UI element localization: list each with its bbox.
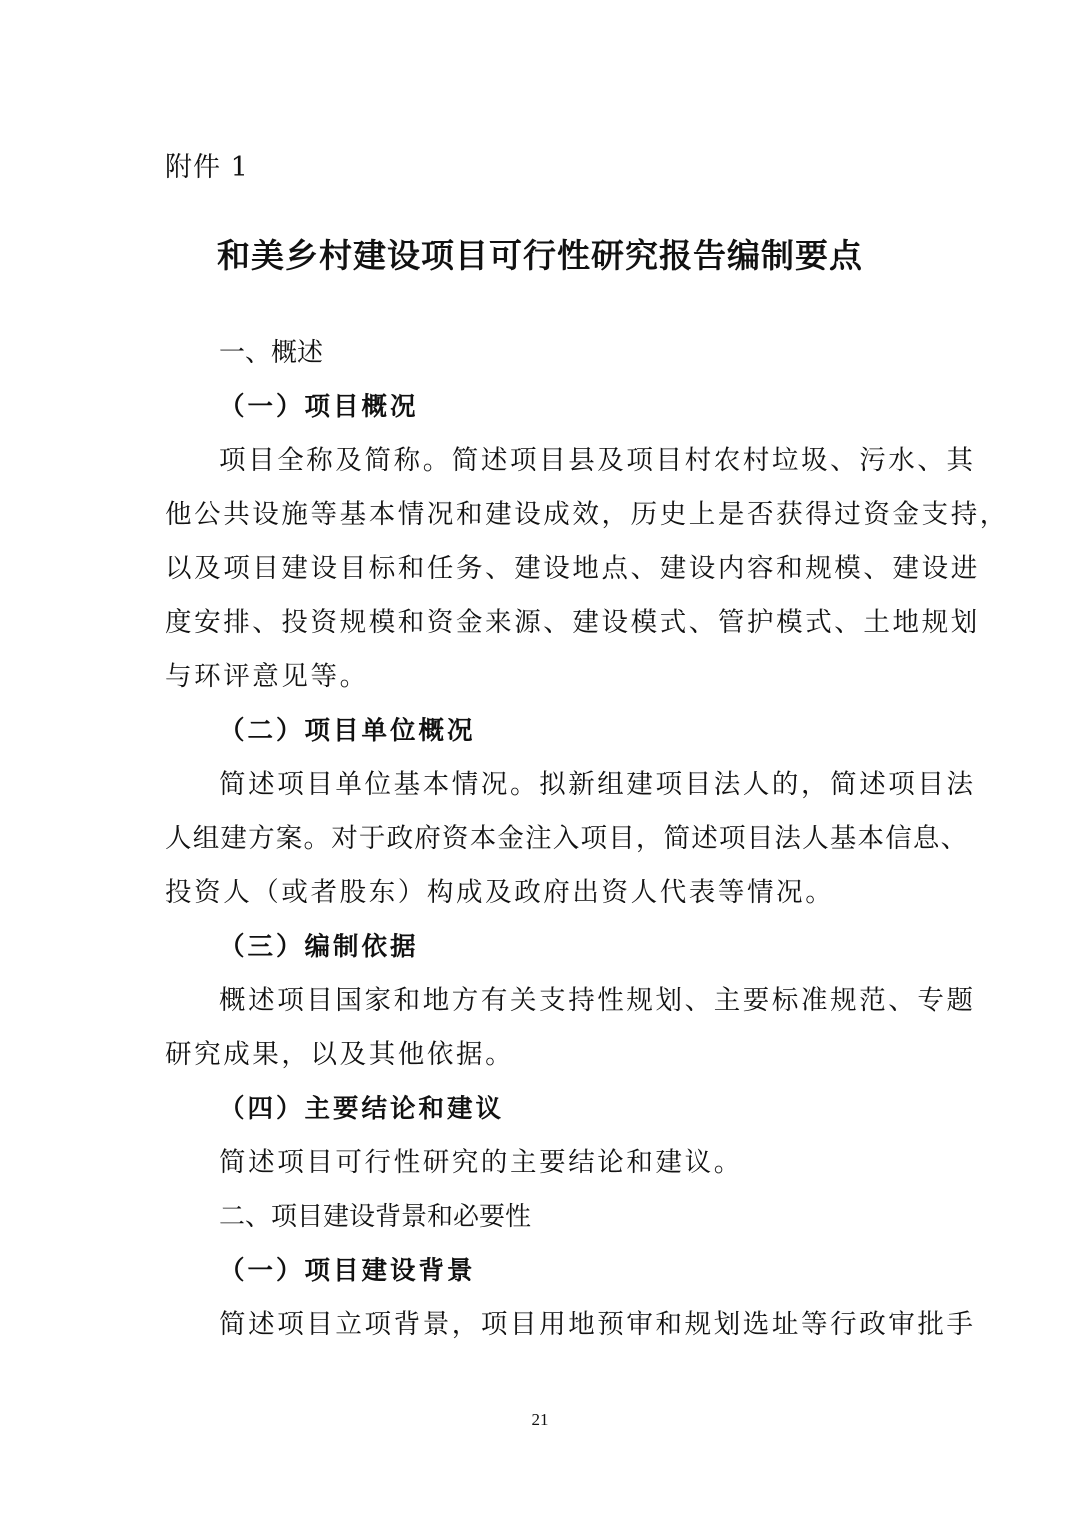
paragraph-line: 以及项目建设目标和任务、建设地点、建设内容和规模、建设进 xyxy=(165,553,980,584)
paragraph-line: 概述项目国家和地方有关支持性规划、主要标准规范、专题 xyxy=(219,985,976,1016)
page-number: 21 xyxy=(531,1410,549,1429)
section-background-necessity xyxy=(165,1190,976,1352)
paragraph-line: 研究成果，以及其他依据。 xyxy=(165,1039,515,1070)
paragraph xyxy=(165,974,976,1082)
section-overview xyxy=(165,326,1009,1190)
section-heading: 一、概述 xyxy=(219,338,324,368)
subsection-project-unit xyxy=(165,704,976,920)
section-heading: 二、项目建设背景和必要性 xyxy=(219,1202,532,1232)
subsection-heading: （三）编制依据 xyxy=(219,932,419,962)
document-body xyxy=(165,326,1009,1352)
subsection-project-overview xyxy=(165,380,1009,704)
paragraph xyxy=(165,1298,976,1352)
paragraph-line: 与环评意见等。 xyxy=(165,661,369,692)
attachment-label: 附件 1 xyxy=(165,152,249,183)
paragraph xyxy=(165,1136,917,1190)
subsection-heading: （四）主要结论和建议 xyxy=(219,1094,505,1124)
paragraph xyxy=(165,758,976,920)
paragraph-line: 人组建方案。对于政府资本金注入项目，简述项目法人基本信息、 xyxy=(165,823,969,854)
paragraph-line: 简述项目立项背景，项目用地预审和规划选址等行政审批手 xyxy=(219,1309,976,1340)
subsection-heading: （一）项目概况 xyxy=(219,392,419,422)
document-title: 和美乡村建设项目可行性研究报告编制要点 xyxy=(217,236,863,275)
subsection-background xyxy=(165,1244,976,1352)
paragraph-line: 度安排、投资规模和资金来源、建设模式、管护模式、土地规划 xyxy=(165,607,980,638)
paragraph-line: 投资人（或者股东）构成及政府出资人代表等情况。 xyxy=(165,877,835,908)
paragraph-line: 简述项目可行性研究的主要结论和建议。 xyxy=(219,1147,743,1178)
paragraph-line: 项目全称及简称。简述项目县及项目村农村垃圾、污水、其 xyxy=(219,445,976,476)
paragraph-line: 他公共设施等基本情况和建设成效，历史上是否获得过资金支持， xyxy=(165,499,1009,530)
subsection-conclusions xyxy=(165,1082,917,1190)
subsection-heading: （一）项目建设背景 xyxy=(219,1256,476,1286)
subsection-compilation-basis xyxy=(165,920,976,1082)
paragraph-line: 简述项目单位基本情况。拟新组建项目法人的，简述项目法 xyxy=(219,769,976,800)
subsection-heading: （二）项目单位概况 xyxy=(219,716,476,746)
paragraph xyxy=(165,434,1009,704)
